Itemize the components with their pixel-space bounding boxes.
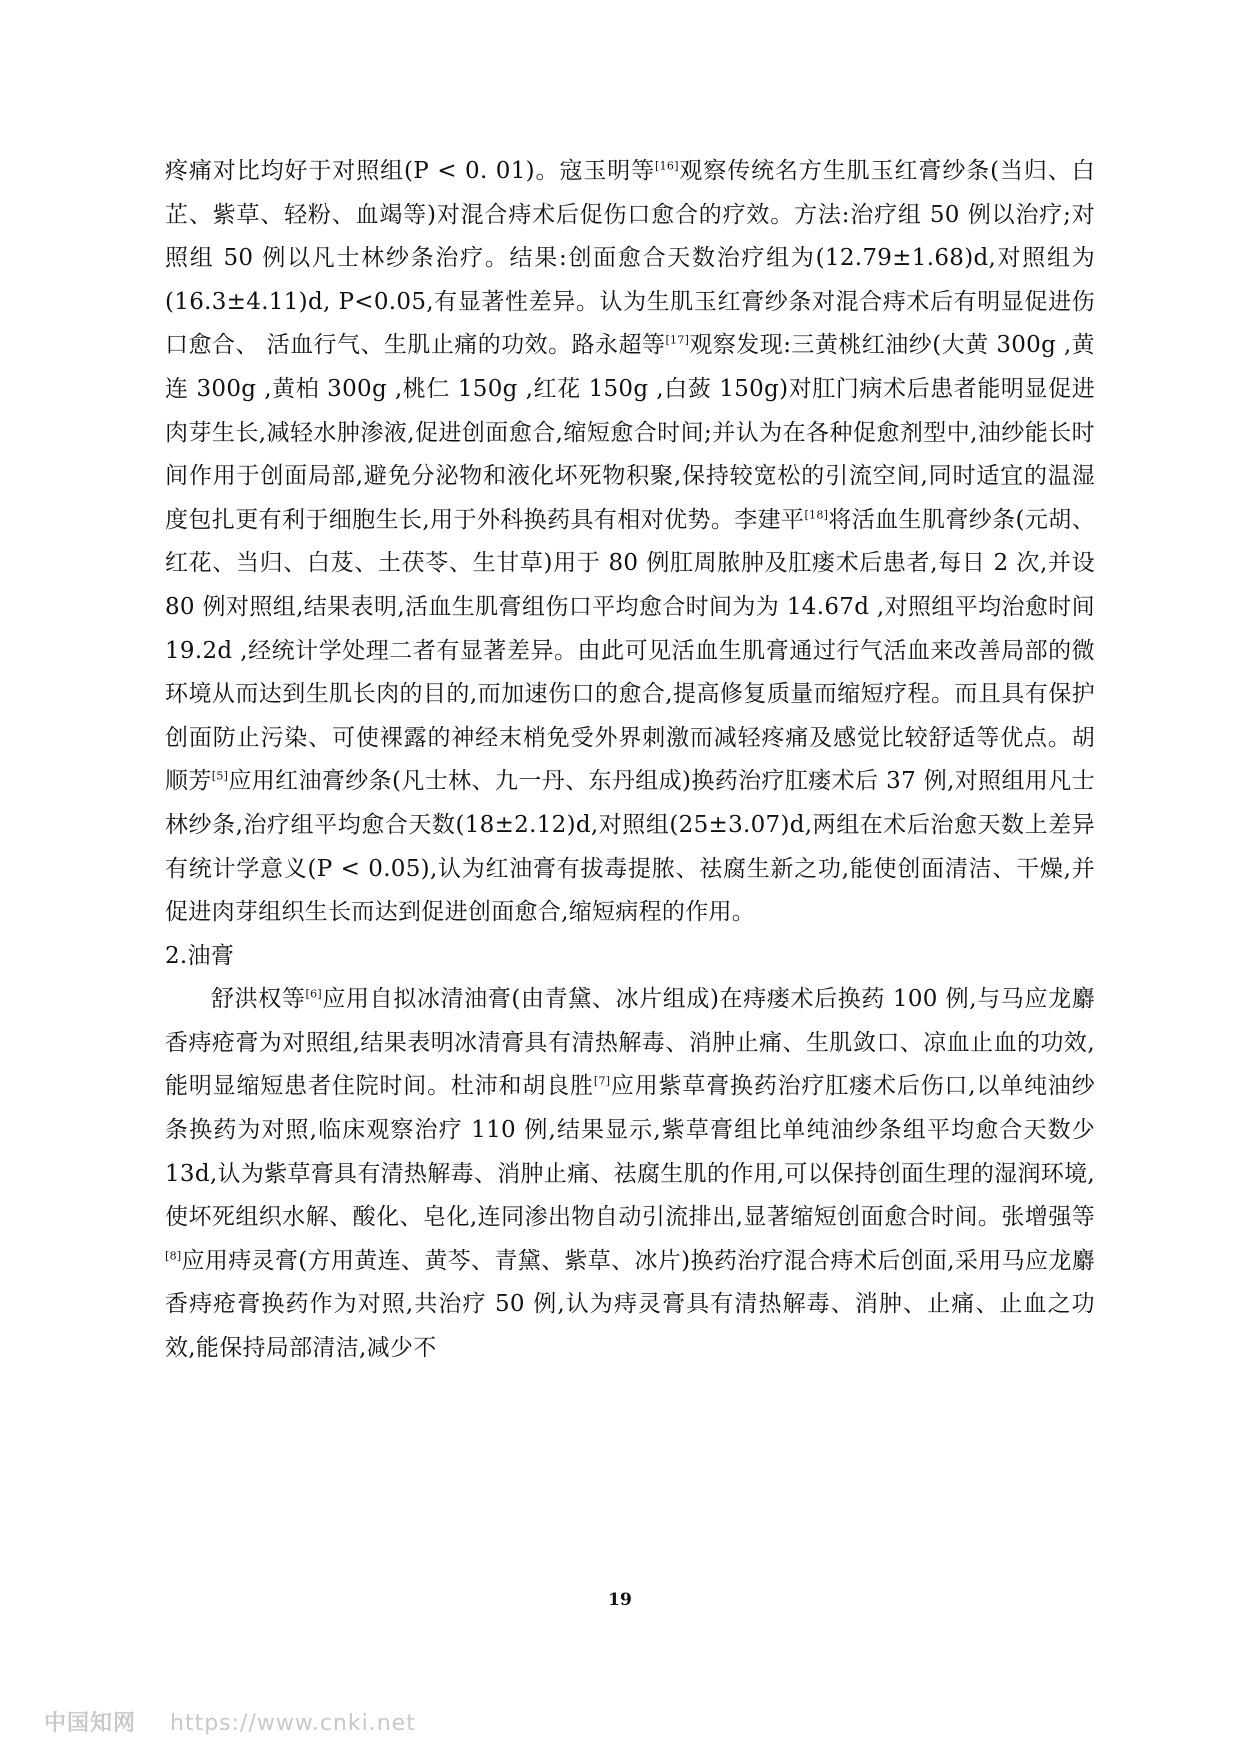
paragraph-1 — [165, 150, 1095, 935]
citation-ref: [16] — [655, 159, 679, 173]
section-heading: 2.油膏 — [165, 942, 235, 969]
text-run: 应用紫草膏换药治疗肛瘘术后伤口,以单纯油纱条换药为对照,临床观察治疗 110 例,结果显示,紫草膏组比单纯油纱条组平均愈合天数少 13d,认为紫草膏具有清热解毒、消肿止痛、祛腐生肌的作用,可以保持创面生理的湿润环境,使坏死组织水解、酸化、皂化,连同渗出物自动引流排出,显著缩短创面愈合时间。张增强等 — [165, 1073, 1095, 1231]
text-run: 应用红油膏纱条(凡士林、九一丹、东丹组成)换药治疗肛瘘术后 37 例,对照组用凡士林纱条,治疗组平均愈合天数(18±2.12)d,对照组(25±3.07)d,两组在术后治愈天数上差异有统计学意义(P < 0.05),认为红油膏有拔毒提脓、祛腐生新之功,能使创面清洁、干燥,并促进肉芽组织生长而达到促进创面愈合,缩短病程的作用。 — [165, 768, 1095, 926]
watermark-url: https://www.cnki.net — [170, 1711, 416, 1736]
watermark-brand: 中国知网 — [44, 1711, 137, 1736]
text-run: 观察传统名方生肌玉红膏纱条(当归、白芷、紫草、轻粉、血竭等)对混合痔术后促伤口愈合的疗效。方法:治疗组 50 例以治疗;对照组 50 例以凡士林纱条治疗。结果:创面愈合天数治疗组为(12.79±1.68)d,对照组为(16.3±4.11)d, P<0.05,有显著性差异。认为生肌玉红膏纱条对混合痔术后有明显促进伤口愈合、 活血行气、生肌止痛的功效。路永超等 — [165, 158, 1096, 359]
page-number: 19 — [608, 1590, 632, 1610]
text-run: 将活血生肌膏纱条(元胡、红花、当归、白芨、土茯苓、生甘草)用于 80 例肛周脓肿及肛瘘术后患者,每日 2 次,并设 80 例对照组,结果表明,活血生肌膏组伤口平均愈合时间为为 14.67d ,对照组平均治愈时间 19.2d ,经统计学处理二者有显著差异。由此可见活血生肌膏通过行气活血来改善局部的微环境从而达到生肌长肉的目的,而加速伤口的愈合,提高修复质量而缩短疗程。而且具有保护创面防止污染、可使裸露的神经末梢免受外界刺激而减轻疼痛及感觉比较舒适等优点。胡顺芳 — [165, 506, 1095, 795]
text-run: 观察发现:三黄桃红油纱(大黄 300g ,黄连 300g ,黄柏 300g ,桃仁 150g ,红花 150g ,白蔹 150g)对肛门病术后患者能明显促进肉芽生长,减轻水肿渗液,促进创面愈合,缩短愈合时间;并认为在各种促愈剂型中,油纱能长时间作用于创面局部,避免分泌物和液化坏死物积聚,保持较宽松的引流空间,同时适宜的温湿度包扎更有利于细胞生长,用于外科换药具有相对优势。李建平 — [165, 332, 1095, 533]
watermark — [44, 1706, 416, 1737]
citation-ref: [17] — [665, 333, 690, 347]
body-text — [165, 150, 1095, 1371]
citation-ref: [5] — [211, 769, 229, 783]
text-run: 疼痛对比均好于对照组(P < 0. 01)。寇玉明等 — [165, 158, 656, 184]
citation-ref: [7] — [593, 1074, 611, 1088]
citation-ref: [8] — [165, 1249, 182, 1263]
text-run: 舒洪权等 — [211, 986, 306, 1013]
citation-ref: [6] — [305, 987, 322, 1001]
text-run: 应用痔灵膏(方用黄连、黄芩、青黛、紫草、冰片)换药治疗混合痔术后创面,采用马应龙麝香痔疮膏换药作为对照,共治疗 50 例,认为痔灵膏具有清热解毒、消肿、止痛、止血之功效,能保持局部清洁,减少不 — [165, 1247, 1095, 1362]
citation-ref: [18] — [804, 508, 829, 522]
text-run: 应用自拟冰清油膏(由青黛、冰片组成)在痔瘘术后换药 100 例,与马应龙麝香痔疮膏为对照组,结果表明冰清膏具有清热解毒、消肿止痛、生肌敛口、凉血止血的功效,能明显缩短患者住院时间。杜沛和胡良胜 — [165, 986, 1095, 1100]
paragraph-2 — [165, 978, 1095, 1370]
